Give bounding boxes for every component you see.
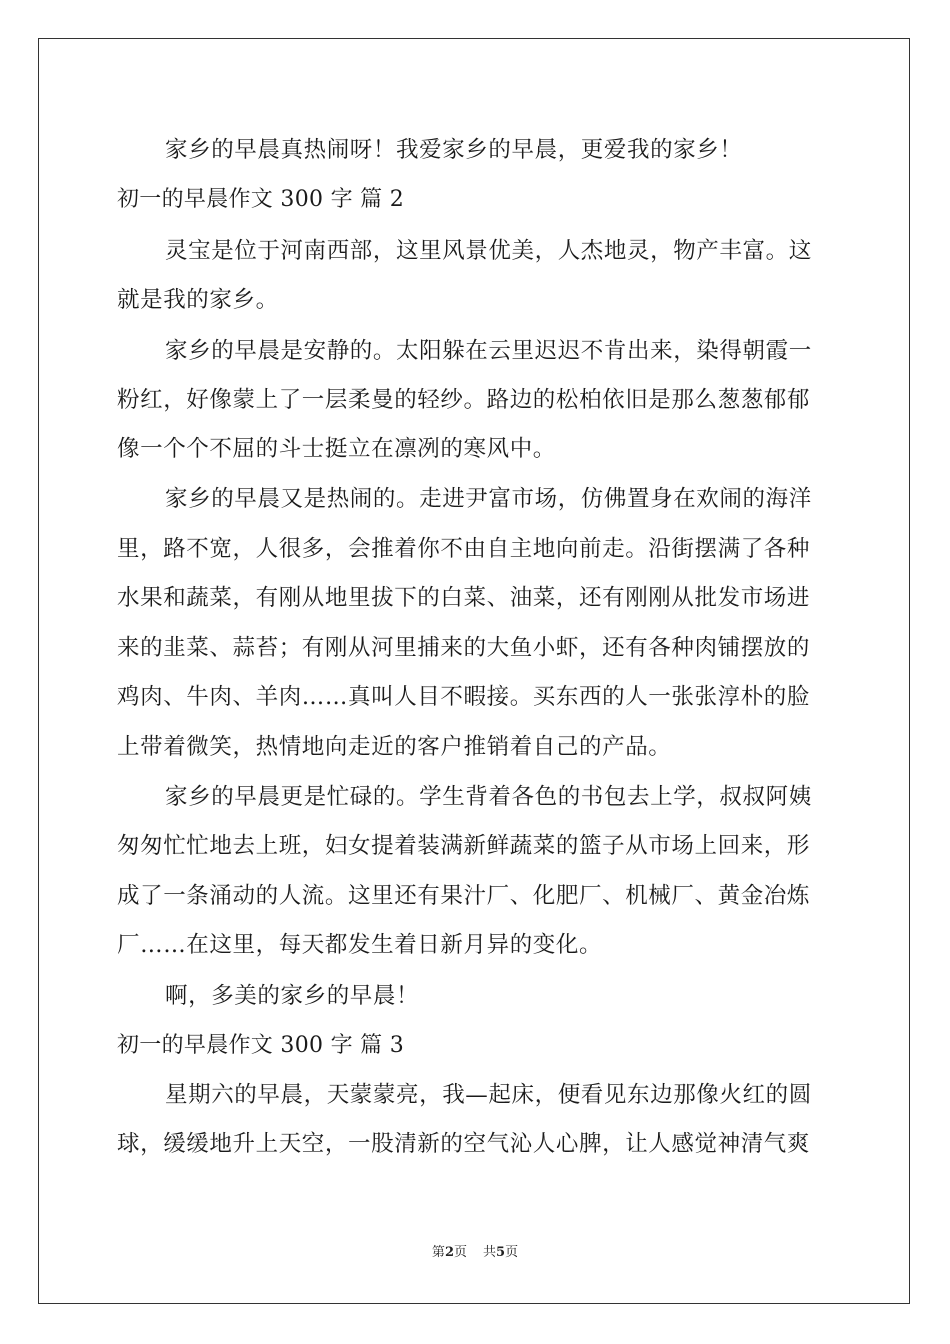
paragraph-line: 粉红，好像蒙上了一层柔曼的轻纱。路边的松柏依旧是那么葱葱郁郁: [117, 387, 811, 413]
paragraph-line: 星期六的早晨，天蒙蒙亮，我—起床，便看见东边那像火红的圆: [165, 1082, 812, 1108]
total-prefix: 共: [483, 1245, 497, 1260]
page-border: [38, 38, 910, 1304]
section-heading: 初一的早晨作文 300 字 篇 3: [117, 1033, 405, 1058]
paragraph-line: 匆匆忙忙地去上班，妇女提着装满新鲜蔬菜的篮子从市场上回来，形: [117, 833, 811, 859]
section-heading: 初一的早晨作文 300 字 篇 2: [117, 187, 405, 212]
page-number: 2: [444, 1245, 454, 1260]
total-suffix: 页: [505, 1245, 519, 1260]
paragraph-line: 灵宝是位于河南西部，这里风景优美，人杰地灵，物产丰富。这: [165, 238, 812, 264]
paragraph-line: 像一个个不屈的斗士挺立在凛冽的寒风中。: [117, 436, 556, 462]
page-footer: [0, 1244, 950, 1262]
paragraph-line: 家乡的早晨又是热闹的。走进尹富市场，仿佛置身在欢闹的海洋: [165, 486, 812, 512]
total-pages: 5: [496, 1245, 506, 1260]
paragraph-line: 家乡的早晨真热闹呀！我爱家乡的早晨，更爱我的家乡！: [165, 137, 743, 163]
paragraph-line: 鸡肉、牛肉、羊肉……真叫人目不暇接。买东西的人一张张淳朴的脸: [117, 684, 811, 710]
paragraph-line: 成了一条涌动的人流。这里还有果汁厂、化肥厂、机械厂、黄金冶炼: [117, 883, 811, 909]
paragraph-line: 厂……在这里，每天都发生着日新月异的变化。: [117, 932, 603, 958]
page-suffix: 页: [453, 1245, 467, 1260]
paragraph-line: 水果和蔬菜，有刚从地里拔下的白菜、油菜，还有刚刚从批发市场进: [117, 585, 811, 611]
paragraph-line: 里，路不宽，人很多，会推着你不由自主地向前走。沿街摆满了各种: [117, 536, 811, 562]
paragraph-line: 家乡的早晨更是忙碌的。学生背着各色的书包去上学，叔叔阿姨: [165, 784, 812, 810]
paragraph-line: 来的韭菜、蒜苔；有刚从河里捕来的大鱼小虾，还有各种肉铺摆放的: [117, 635, 811, 661]
paragraph-line: 球，缓缓地升上天空，一股清新的空气沁人心脾，让人感觉神清气爽: [117, 1131, 811, 1157]
paragraph-line: 啊，多美的家乡的早晨！: [165, 983, 420, 1009]
paragraph-line: 上带着微笑，热情地向走近的客户推销着自己的产品。: [117, 734, 672, 760]
paragraph-line: 家乡的早晨是安静的。太阳躲在云里迟迟不肯出来，染得朝霞一: [165, 338, 812, 364]
paragraph-line: 就是我的家乡。: [117, 287, 279, 313]
page-prefix: 第: [431, 1245, 445, 1260]
